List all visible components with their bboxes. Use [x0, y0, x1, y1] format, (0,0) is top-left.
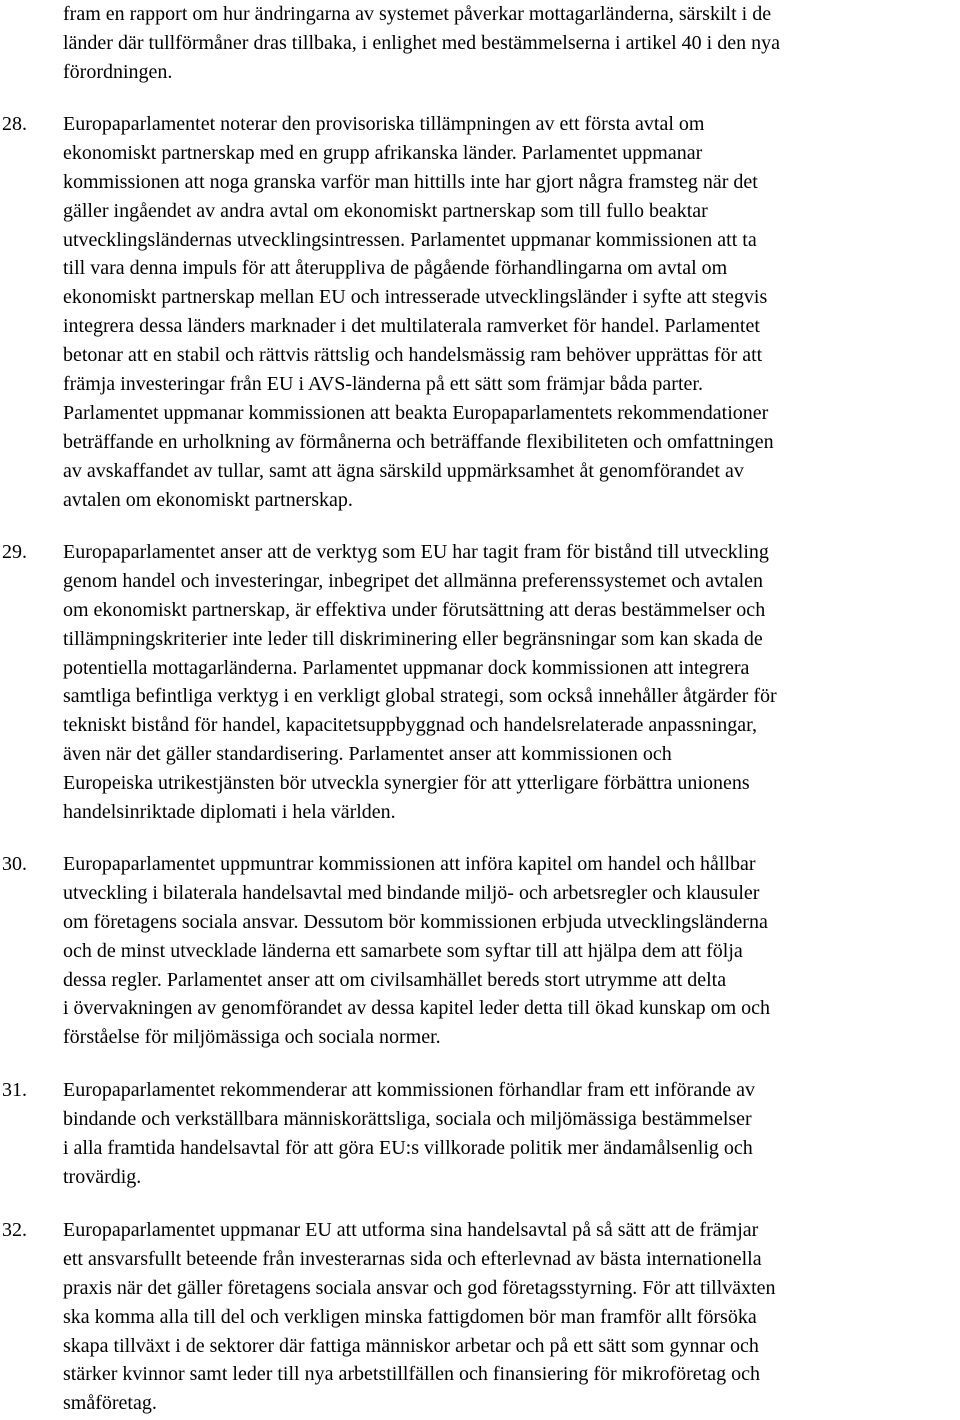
text-line: bindande och verkställbara människorättsliga, sociala och miljömässiga bestämmelser [63, 1107, 752, 1130]
text-line: skapa tillväxt i de sektorer där fattiga människor arbetar och på ett sätt som gynnar och [63, 1334, 759, 1357]
paragraph-number: 32. [2, 1219, 27, 1241]
text-line: av avskaffandet av tullar, samt att ägna särskild uppmärksamhet åt genomförandet av [63, 459, 744, 482]
text-line: i alla framtida handelsavtal för att göra EU:s villkorade politik mer ändamålsenlig och [63, 1136, 753, 1159]
paragraph-text [63, 0, 958, 87]
text-line: beträffande en urholkning av förmånerna och beträffande flexibiliteten och omfattningen [63, 430, 774, 453]
paragraph-text [63, 850, 958, 1052]
text-line: i övervakningen av genomförandet av dessa kapitel leder detta till ökad kunskap om och [63, 997, 771, 1020]
text-line: avtalen om ekonomiskt partnerskap. [63, 488, 353, 511]
text-line: dessa regler. Parlamentet anser att om civilsamhället bereds stort utrymme att delta [63, 968, 727, 991]
text-line: Europaparlamentet anser att de verktyg som EU har tagit fram för bistånd till utveckling [63, 541, 769, 563]
text-line: tillämpningskriterier inte leder till diskriminering eller begränsningar som kan skada de [63, 627, 763, 650]
text-line: även när det gäller standardisering. Parlamentet anser att kommissionen och [63, 743, 672, 766]
text-line: praxis när det gäller företagens sociala ansvar och god företagsstyrning. För att tillväxten [63, 1276, 776, 1299]
text-line: potentiella mottagarländerna. Parlamentet uppmanar dock kommissionen att integrera [63, 656, 750, 679]
text-line: integrera dessa länders marknader i det multilaterala ramverket för handel. Parlamentet [63, 315, 760, 338]
paragraph-text [63, 1216, 958, 1418]
text-line: Europaparlamentet uppmuntrar kommissionen att införa kapitel om handel och hållbar [63, 853, 756, 875]
paragraph-number: 30. [2, 853, 27, 875]
text-line: Europeiska utrikestjänsten bör utveckla synergier för att ytterligare förbättra unionens [63, 772, 750, 795]
text-line: länder där tullförmåner dras tillbaka, i enlighet med bestämmelserna i artikel 40 i den nya [63, 31, 780, 54]
text-line: genom handel och investeringar, inbegripet det allmänna preferenssystemet och avtalen [63, 569, 764, 592]
text-line: till vara denna impuls för att återuppliva de pågående förhandlingarna om avtal om [63, 257, 728, 280]
text-line: förståelse för miljömässiga och sociala normer. [63, 1026, 441, 1049]
text-line: och de minst utvecklade länderna ett samarbete som syftar till att hjälpa dem att följa [63, 939, 743, 962]
text-line: handelsinriktade diplomati i hela världen. [63, 801, 396, 824]
text-line: ekonomiskt partnerskap mellan EU och intresserade utvecklingsländer i syfte att stegvis [63, 286, 768, 309]
text-line: ska komma alla till del och verkligen minska fattigdomen bör man framför allt försöka [63, 1305, 757, 1328]
paragraph-number: 31. [2, 1079, 27, 1101]
text-line: utvecklingsländernas utvecklingsintressen. Parlamentet uppmanar kommissionen att ta [63, 228, 757, 251]
text-line: betonar att en stabil och rättvis rättslig och handelsmässig ram behöver upprättas för att [63, 344, 763, 367]
text-line: kommissionen att noga granska varför man hittills inte har gjort några framsteg när det [63, 170, 758, 193]
text-line: ett ansvarsfullt beteende från investerarnas sida och efterlevnad av bästa internationella [63, 1247, 762, 1270]
text-line: Europaparlamentet rekommenderar att kommissionen förhandlar fram ett införande av [63, 1079, 755, 1101]
text-line: trovärdig. [63, 1165, 142, 1188]
text-line: förordningen. [63, 60, 173, 83]
paragraph-number: 28. [2, 113, 27, 135]
paragraph-text [63, 1076, 958, 1192]
text-line: om företagens sociala ansvar. Dessutom bör kommissionen erbjuda utvecklingsländerna [63, 910, 768, 933]
text-line: stärker kvinnor samt leder till nya arbetstillfällen och finansiering för mikroföretag och [63, 1363, 760, 1386]
text-line: samtliga befintliga verktyg i en verkligt global strategi, som också innehåller åtgärder för [63, 685, 777, 708]
text-line: utveckling i bilaterala handelsavtal med bindande miljö- och arbetsregler och klausuler [63, 881, 760, 904]
text-line: ekonomiskt partnerskap med en grupp afrikanska länder. Parlamentet uppmanar [63, 141, 703, 164]
paragraph-number: 29. [2, 541, 27, 563]
text-line: främja investeringar från EU i AVS-länderna på ett sätt som främjar båda parter. [63, 373, 703, 396]
paragraph-text [63, 538, 958, 827]
paragraph-text [63, 110, 958, 514]
text-line: Europaparlamentet uppmanar EU att utforma sina handelsavtal på så sätt att de främjar [63, 1219, 759, 1241]
text-line: om ekonomiskt partnerskap, är effektiva under förutsättning att deras bestämmelser och [63, 598, 766, 621]
text-line: tekniskt bistånd för handel, kapacitetsuppbyggnad och handelsrelaterade anpassningar, [63, 714, 757, 737]
text-line: gäller ingåendet av andra avtal om ekonomiskt partnerskap som till fullo beaktar [63, 199, 708, 222]
text-line: Parlamentet uppmanar kommissionen att beakta Europaparlamentets rekommendationer [63, 401, 769, 424]
text-line: småföretag. [63, 1392, 157, 1415]
text-line: Europaparlamentet noterar den provisoriska tillämpningen av ett första avtal om [63, 113, 705, 135]
text-line: fram en rapport om hur ändringarna av systemet påverkar mottagarländerna, särskilt i de [63, 3, 772, 25]
